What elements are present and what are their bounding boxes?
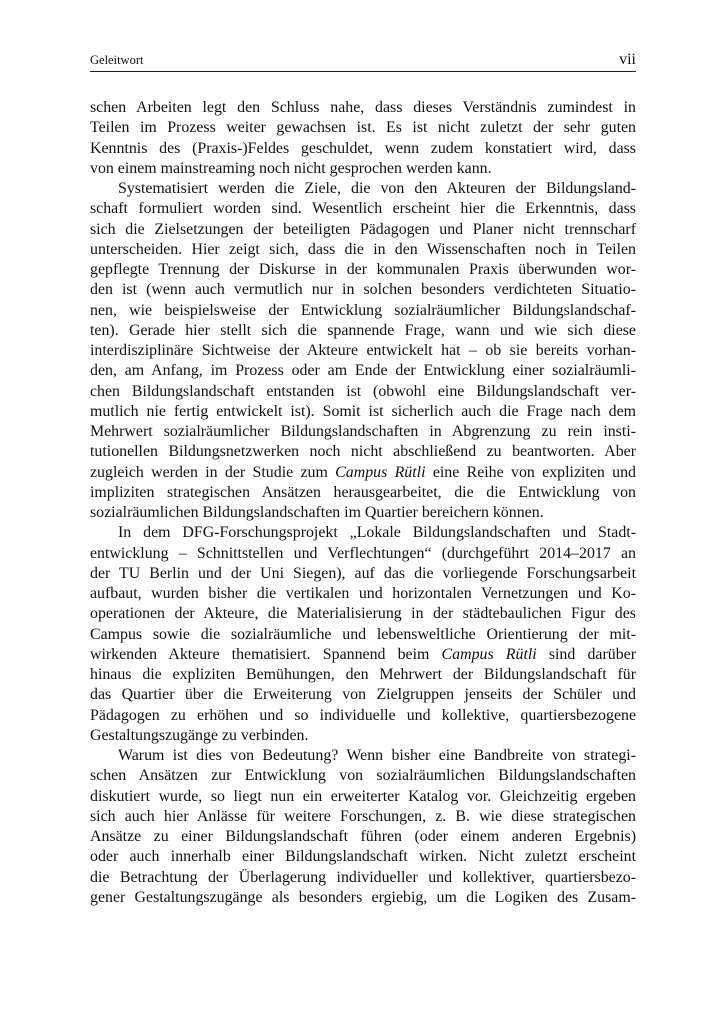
paragraph bbox=[90, 523, 636, 746]
text-line: operationen der Akteure, die Materialisierung in der städtebaulichen Figur des bbox=[90, 605, 636, 623]
text-line: schen Arbeiten legt den Schluss nahe, dass dieses Verständnis zumindest in bbox=[90, 99, 636, 116]
running-head-title: Geleitwort bbox=[90, 53, 144, 67]
text-line: schen Ansätzen zur Entwicklung von sozialräumlichen Bildungslandschaften bbox=[90, 767, 636, 785]
text-line: Pädagogen zu erhöhen und so individuelle und kollektive, quartiersbezogene bbox=[90, 706, 636, 724]
text-line: gener Gestaltungszugänge als besonders ergiebig, um die Logiken des Zusam- bbox=[90, 888, 636, 906]
text-line: In dem DFG-Forschungsprojekt „Lokale Bildungslandschaften und Stadt- bbox=[118, 524, 636, 542]
text-line: Kenntnis des (Praxis-)Feldes geschuldet, wenn zudem konstatiert wird, dass bbox=[90, 139, 636, 157]
body-text bbox=[90, 98, 636, 908]
text-line: den, am Anfang, im Prozess oder am Ende der Entwicklung einer sozialräumli- bbox=[90, 362, 636, 380]
text-line: Systematisiert werden die Ziele, die von den Akteuren der Bildungsland- bbox=[118, 180, 636, 197]
paragraph bbox=[90, 179, 636, 523]
text-line: sich die Zielsetzungen der beteiligten Pädagogen und Planer nicht trennscharf bbox=[90, 220, 636, 238]
text-line: interdisziplinäre Sichtweise der Akteure entwickelt hat – ob sie bereits vorhan- bbox=[90, 342, 636, 359]
text-line: unterscheiden. Hier zeigt sich, dass die in den Wissenschaften noch in Teilen bbox=[90, 240, 636, 258]
text-line: aufbaut, wurden bisher die vertikalen und horizontalen Vernetzungen und Ko- bbox=[90, 585, 636, 602]
book-page bbox=[90, 52, 636, 908]
text-line: wirkenden Akteure thematisiert. Spannend beim Campus Rütli sind darüber bbox=[90, 645, 636, 663]
text-line: hinaus die expliziten Bemühungen, den Mehrwert der Bildungslandschaft für bbox=[90, 666, 636, 683]
text-line: entwicklung – Schnittstellen und Verflechtungen“ (durchgeführt 2014–2017 an bbox=[90, 544, 636, 562]
text-line: von einem mainstreaming noch nicht gesprochen werden kann. bbox=[90, 159, 492, 177]
text-line: Ansätze zu einer Bildungslandschaft führen (oder einem anderen Ergebnis) bbox=[90, 828, 636, 845]
text-line: das Quartier über die Erweiterung von Zielgruppen jenseits der Schüler und bbox=[90, 686, 636, 704]
italic-term: Campus Rütli bbox=[335, 463, 426, 481]
running-head bbox=[90, 52, 636, 72]
text-line: nen, wie beispielsweise der Entwicklung sozialräumlicher Bildungslandschaf- bbox=[90, 301, 636, 319]
text-line: tutionellen Bildungsnetzwerken noch nicht abschließend zu beantworten. Aber bbox=[90, 443, 636, 461]
text-line: chen Bildungslandschaft entstanden ist (obwohl eine Bildungslandschaft ver- bbox=[90, 382, 636, 400]
page-number: vii bbox=[619, 51, 636, 68]
paragraph bbox=[90, 746, 636, 908]
italic-term: Campus Rütli bbox=[441, 645, 537, 663]
text-line: sich auch hier Anlässe für weitere Forschungen, z. B. wie diese strategischen bbox=[90, 807, 636, 825]
text-line: ten). Gerade hier stellt sich die spannende Frage, wann und wie sich diese bbox=[90, 321, 636, 339]
text-line: mutlich nie fertig entwickelt ist). Somit ist sicherlich auch die Frage nach dem bbox=[90, 402, 636, 420]
text-line: Mehrwert sozialräumlicher Bildungslandschaften in Abgrenzung zu rein insti- bbox=[90, 423, 636, 440]
text-line: den ist (wenn auch vermutlich nur in solchen besonders verdichteten Situatio- bbox=[90, 281, 636, 299]
text-line: die Betrachtung der Überlagerung individueller und kollektiver, quartiersbezo- bbox=[90, 868, 636, 886]
text-line: impliziten strategischen Ansätzen herausgearbeitet, die die Entwicklung von bbox=[90, 483, 636, 501]
text-line: gepflegte Trennung der Diskurse in der kommunalen Praxis überwunden wor- bbox=[90, 261, 636, 278]
text-line: sozialräumlichen Bildungslandschaften im Quartier bereichern können. bbox=[90, 504, 544, 521]
text-line: Warum ist dies von Bedeutung? Wenn bisher eine Bandbreite von strategi- bbox=[118, 747, 636, 764]
text-line: der TU Berlin und der Uni Siegen), auf das die vorliegende Forschungsarbeit bbox=[90, 564, 636, 582]
paragraph bbox=[90, 98, 636, 179]
text-line: schaft formuliert worden sind. Wesentlich erscheint hier die Erkenntnis, dass bbox=[90, 200, 636, 218]
text-line: Gestaltungszugänge zu verbinden. bbox=[90, 726, 309, 744]
text-line: Teilen im Prozess weiter gewachsen ist. Es ist nicht zuletzt der sehr guten bbox=[90, 119, 636, 137]
text-line: Campus sowie die sozialräumliche und lebensweltliche Orientierung der mit- bbox=[90, 625, 636, 643]
text-line: zugleich werden in der Studie zum Campus Rütli eine Reihe von expliziten und bbox=[90, 463, 636, 481]
text-line: oder auch innerhalb einer Bildungslandschaft wirken. Nicht zuletzt erscheint bbox=[90, 848, 636, 866]
text-line: diskutiert wurde, so liegt nun ein erweiterter Katalog vor. Gleichzeitig ergeben bbox=[90, 787, 636, 805]
